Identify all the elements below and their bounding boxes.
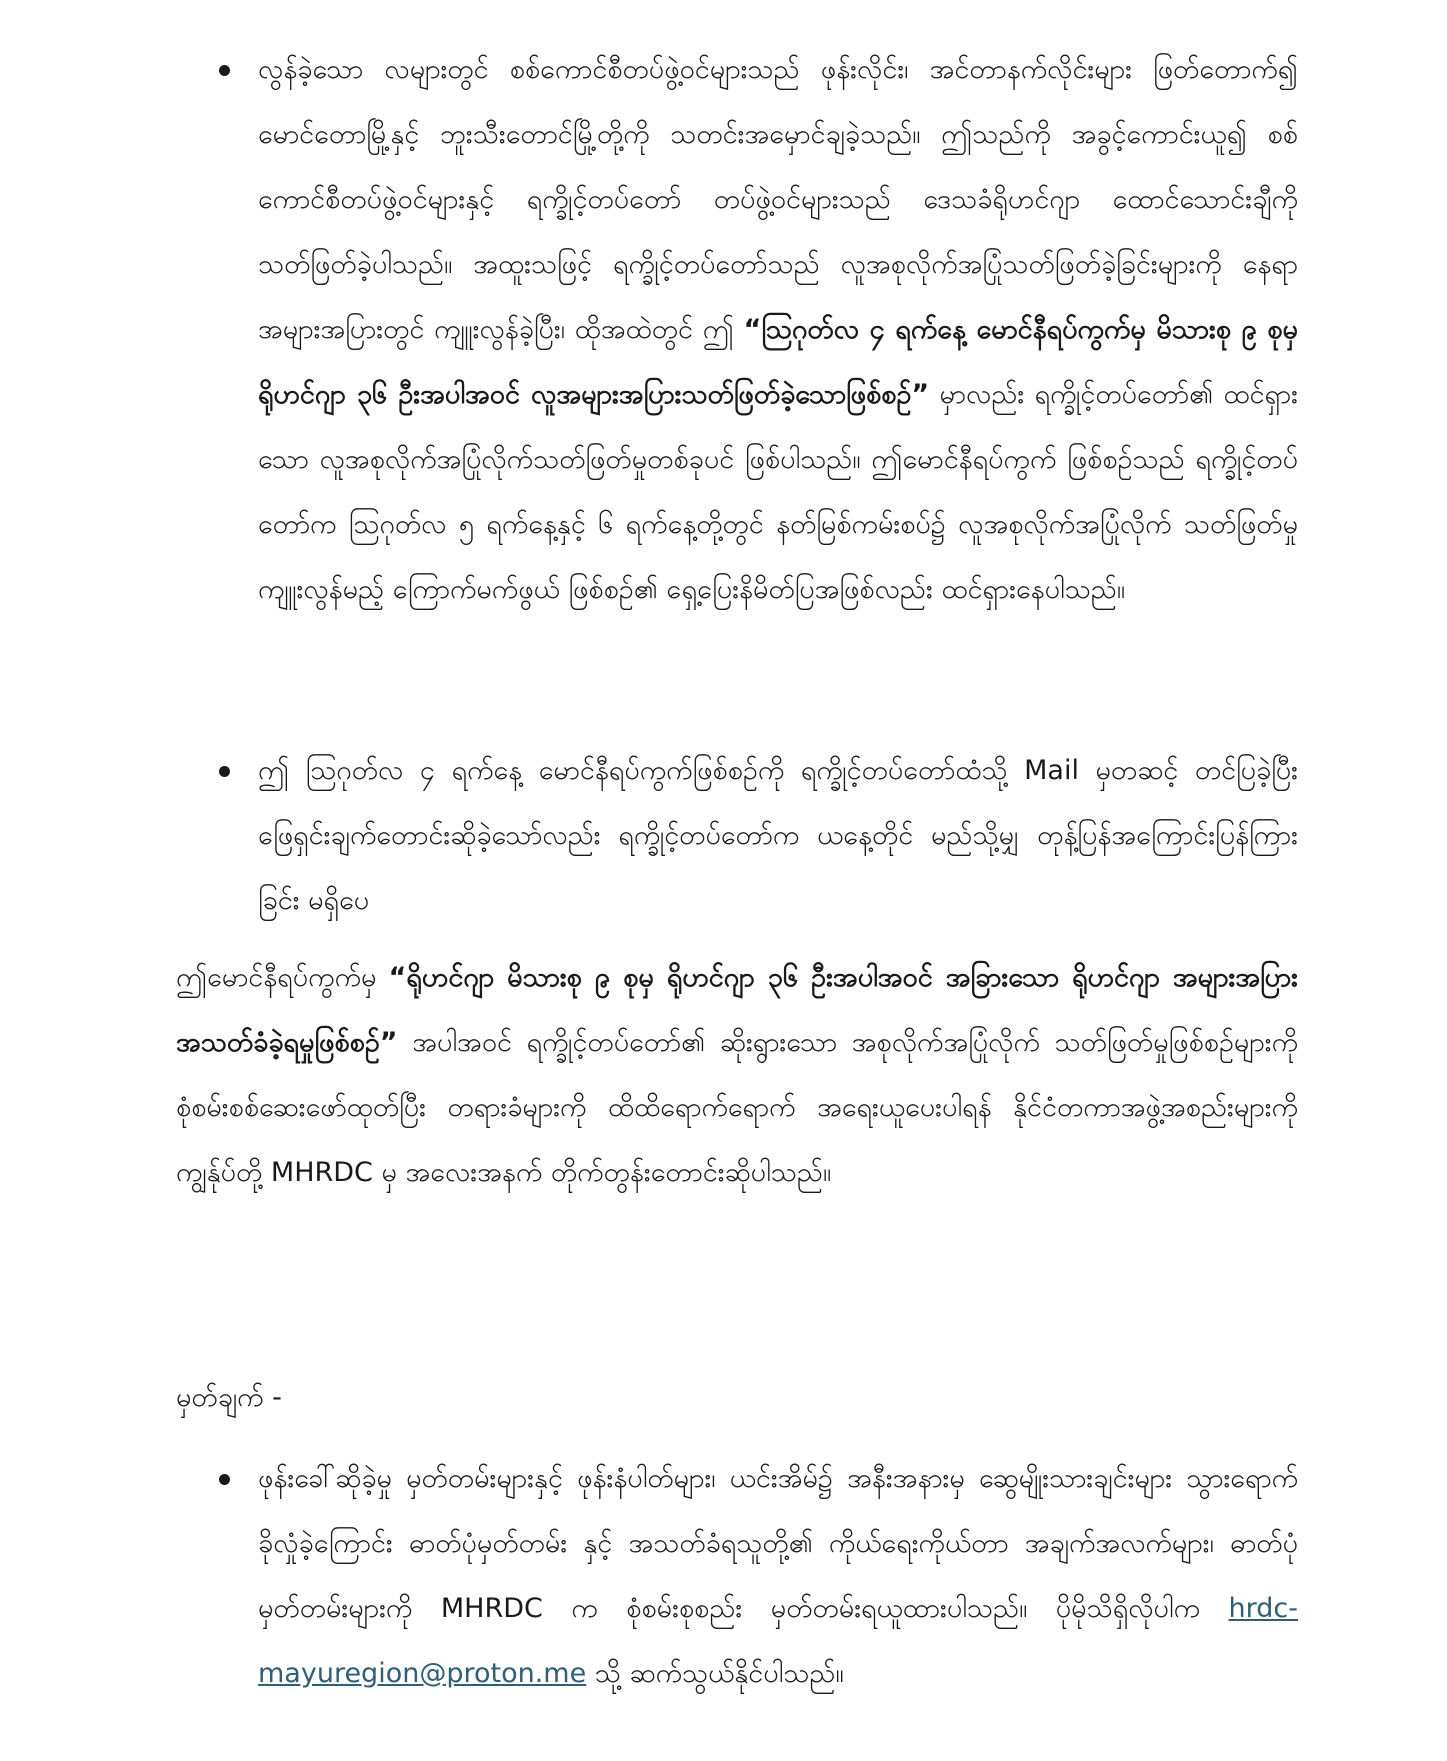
note-heading: မှတ်ချက် - — [176, 1382, 282, 1413]
bullet-1-text-continued: မှာလည်း ရက္ခိုင့်တပ်တော်၏ ထင်ရှားသော လူအစုလိုက်အပြုံလိုက်သတ်ဖြတ်မှုတစ်ခုပင် ဖြစ်ပါသည်။ ဤမောင်နီရပ်ကွက် ဖြစ်စဉ်သည် ရက္ခိုင့်တပ်တော်က ဩဂုတ်လ ၅ ရက်နေ့နှင့် ၆ ရက်နေ့တို့တွင် နတ်မြစ်ကမ်းစပ်၌ လူအစုလိုက်အပြုံလိုက် သတ်ဖြတ်မှုကျူးလွန်မည့် ကြောက်မက်ဖွယ် ဖြစ်စဉ်၏ ရှေ့ပြေးနိမိတ်ပြအဖြစ်လည်း ထင်ရှားနေပါသည်။ — [258, 379, 1298, 605]
bullet-1-bold-quote: “ဩဂုတ်လ ၄ ရက်နေ့ မောင်နီရပ်ကွက်မှ မိသားစု ၉ စုမှ ရိုဟင်ဂျာ ၃၆ ဦးအပါအဝင် လူအများအပြားသတ်ဖြတ်ခဲ့သောဖြစ်စဉ်” — [258, 314, 1298, 410]
bullet-marker — [219, 1474, 230, 1485]
appeal-paragraph — [176, 945, 1298, 1205]
appeal-bold-quote: “ရိုဟင်ဂျာ မိသားစု ၉ စုမှ ရိုဟင်ဂျာ ၃၆ ဦးအပါအဝင် အခြားသော ရိုဟင်ဂျာ အများအပြား အသတ်ခံခဲ့ရမှုဖြစ်စဉ်” — [176, 962, 1298, 1058]
appeal-text-continued: အပါအဝင် ရက္ခိုင့်တပ်တော်၏ ဆိုးရွားသော အစုလိုက်အပြုံလိုက် သတ်ဖြတ်မှုဖြစ်စဉ်များကို စုံစမ်းစစ်ဆေးဖော်ထုတ်ပြီး တရားခံများကို ထိထိရောက်ရောက် အရေးယူပေးပါရန် နိုင်ငံတကာအဖွဲ့အစည်းများကို ကျွန်ုပ်တို့ MHRDC မှ အလေးအနက် တိုက်တွန်းတောင်းဆိုပါသည်။ — [176, 1027, 1298, 1188]
bullet-item-1 — [258, 37, 1298, 622]
email-link[interactable]: hrdc-mayuregion@proton.me — [258, 1593, 1298, 1689]
bullet-marker — [219, 766, 230, 777]
note-text: ဖုန်းခေါ်ဆိုခဲ့မှု မှတ်တမ်းများနှင့် ဖုန်းနံပါတ်များ၊ ယင်းအိမ်၌ အနီးအနားမှ ဆွေမျိုးသားချင်းများ သွားရောက်ခိုလှုံခဲ့ကြောင်း ဓာတ်ပုံမှတ်တမ်း နှင့် အသတ်ခံရသူတို့၏ ကိုယ်ရေးကိုယ်တာ အချက်အလက်များ၊ ဓာတ်ပုံမှတ်တမ်းများကို MHRDC က စုံစမ်းစုစည်း မှတ်တမ်းရယူထားပါသည်။ ပိုမိုသိရှိလိုပါက — [258, 1463, 1298, 1624]
appeal-text: ဤမောင်နီရပ်ကွက်မှ — [176, 962, 389, 993]
note-text-continued: သို့ ဆက်သွယ်နိုင်ပါသည်။ — [586, 1658, 844, 1689]
bullet-2-text: ဤ ဩဂုတ်လ ၄ ရက်နေ့ မောင်နီရပ်ကွက်ဖြစ်စဉ်ကို ရက္ခိုင့်တပ်တော်ထံသို့ Mail မှတဆင့် တင်ပြခဲ့ပြီး ဖြေရှင်းချက်တောင်းဆိုခဲ့သော်လည်း ရက္ခိုင့်တပ်တော်က ယနေ့တိုင် မည်သို့မျှ တုန့်ပြန်အကြောင်းပြန်ကြားခြင်း မရှိပေ — [258, 755, 1298, 916]
bullet-marker — [219, 65, 230, 76]
note-bullet-item — [258, 1446, 1298, 1706]
bullet-1-text: လွန်ခဲ့သော လများတွင် စစ်ကောင်စီတပ်ဖွဲ့ဝင်များသည် ဖုန်းလိုင်း၊ အင်တာနက်လိုင်းများ ဖြတ်တောက်၍ မောင်တောမြို့နှင့် ဘူးသီးတောင်မြို့တို့ကို သတင်းအမှောင်ချခဲ့သည်။ ဤသည်ကို အခွင့်ကောင်းယူ၍ စစ်ကောင်စီတပ်ဖွဲ့ဝင်များနှင့် ရက္ခိုင့်တပ်တော် တပ်ဖွဲ့ဝင်များသည် ဒေသခံရိုဟင်ဂျာ ထောင်သောင်းချီကို သတ်ဖြတ်ခဲ့ပါသည်။ အထူးသဖြင့် ရက္ခိုင့်တပ်တော်သည် လူအစုလိုက်အပြုံသတ်ဖြတ်ခဲ့ခြင်းများကို နေရာအများအပြားတွင် ကျူးလွန်ခဲ့ပြီး၊ ထိုအထဲတွင် ဤ — [258, 54, 1298, 345]
bullet-item-2 — [258, 738, 1298, 933]
